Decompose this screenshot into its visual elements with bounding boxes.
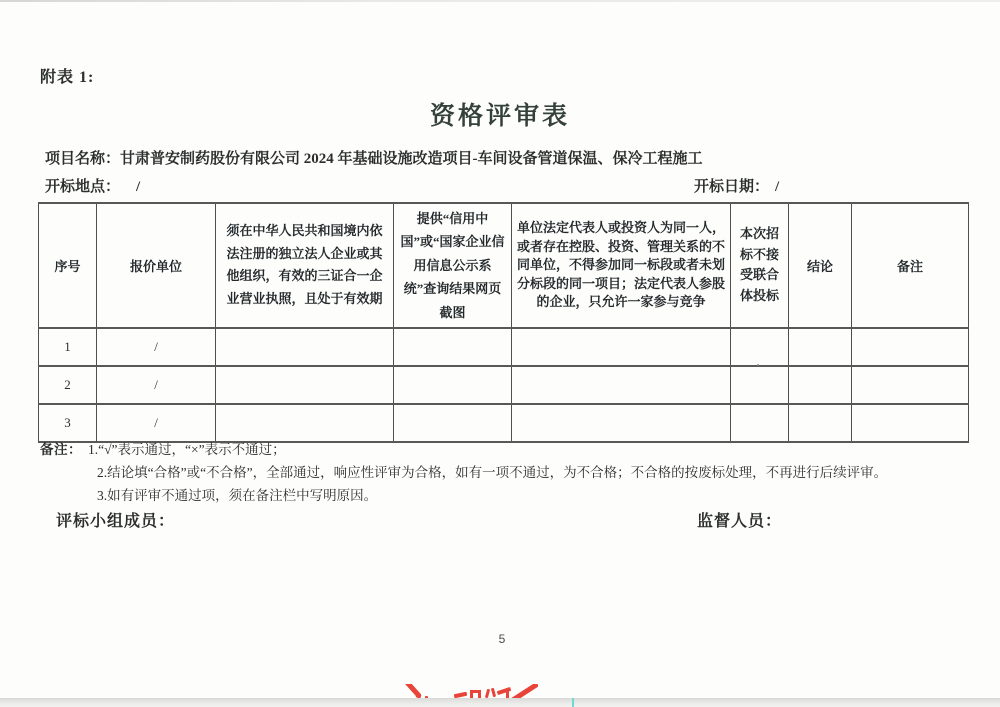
table-header-row: [39, 203, 969, 328]
header-remarks: 备注: [852, 203, 969, 328]
evaluation-team-label: 评标小组成员：: [56, 513, 176, 530]
page-number: 5: [498, 632, 506, 646]
table-cell: [512, 328, 731, 366]
qualification-review-table: [38, 202, 969, 443]
header-conclusion: 结论: [789, 203, 852, 328]
table-cell: [731, 404, 789, 442]
table-cell: [394, 404, 512, 442]
table-cell: [731, 366, 789, 404]
notes-label: 备注：: [40, 442, 82, 457]
project-name-label: 项目名称：: [45, 151, 121, 167]
table-cell: [512, 404, 731, 442]
table-cell-serial: 1: [39, 328, 97, 366]
seal-stroke: [491, 688, 496, 697]
table-cell: [216, 366, 394, 404]
bid-place-label: 开标地点：: [45, 179, 121, 195]
table-cell: [394, 328, 512, 366]
table-cell: [852, 328, 969, 366]
scan-edge-top: [0, 0, 1000, 2]
table-cell: [852, 404, 969, 442]
table-cell: [394, 366, 512, 404]
supervisor-label: 监督人员：: [697, 513, 783, 530]
header-serial-no: 序号: [39, 203, 97, 328]
header-credit-screenshot: 提供“信用中国”或“国家企业信用信息公示系统”查询结果网页截图: [394, 203, 512, 328]
table-cell: [216, 404, 394, 442]
table-cell: [852, 366, 969, 404]
table-cell: [216, 328, 394, 366]
table-cell-unit: /: [97, 404, 216, 442]
table-cell: [789, 366, 852, 404]
notes-block: [40, 438, 887, 507]
scan-edge-bottom: [0, 698, 1000, 707]
table-cell: [512, 366, 731, 404]
header-legal-representative: 单位法定代表人或投资人为同一人，或者存在控股、投资、管理关系的不同单位，不得参加同一标段或者未划分标段的同一项目；法定代表人参股的企业，只允许一家参与竞争: [512, 203, 731, 328]
note-item-3: 3.如有评审不通过项，须在备注栏中写明原因。: [97, 488, 378, 503]
table-cell-unit: /: [97, 328, 216, 366]
table-cell-unit: /: [97, 366, 216, 404]
appendix-label: 附表 1:: [40, 69, 95, 86]
table-row: [39, 328, 969, 366]
seal-stroke: [497, 687, 512, 695]
seal-stroke: [485, 689, 490, 698]
scan-speck: [757, 364, 759, 366]
bid-place-line: [45, 175, 140, 196]
table-row: [39, 366, 969, 404]
note-item-1: 1.“√”表示通过，“×”表示不通过；: [88, 442, 286, 457]
bid-date-label: 开标日期：: [694, 179, 770, 195]
scan-artifact-cyan-tick: [572, 698, 574, 707]
header-no-consortium: 本次招标不接受联合体投标: [731, 203, 789, 328]
note-item-2: 2.结论填“合格”或“不合格”，全部通过，响应性评审为合格，如有一项不通过，为不合格；不合格的按废标处理，不再进行后续评审。: [97, 465, 888, 480]
table-cell: [789, 328, 852, 366]
bid-date-line: [694, 175, 779, 196]
table-cell-serial: 3: [39, 404, 97, 442]
bid-place-value: /: [136, 179, 141, 195]
table-row: [39, 404, 969, 442]
table-cell: [789, 404, 852, 442]
table-cell-serial: 2: [39, 366, 97, 404]
table-cell: [731, 328, 789, 366]
bid-date-value: /: [775, 179, 780, 195]
header-business-license: 须在中华人民共和国境内依法注册的独立法人企业或其他组织，有效的三证合一企业营业执照，且处于有效期: [216, 203, 394, 328]
project-name-line: [45, 147, 703, 168]
project-name-value: 甘肃普安制药股份有限公司 2024 年基础设施改造项目-车间设备管道保温、保冷工程施工: [120, 151, 703, 167]
header-bidder-unit: 报价单位: [97, 203, 216, 328]
page-title: 资格评审表: [429, 103, 570, 130]
